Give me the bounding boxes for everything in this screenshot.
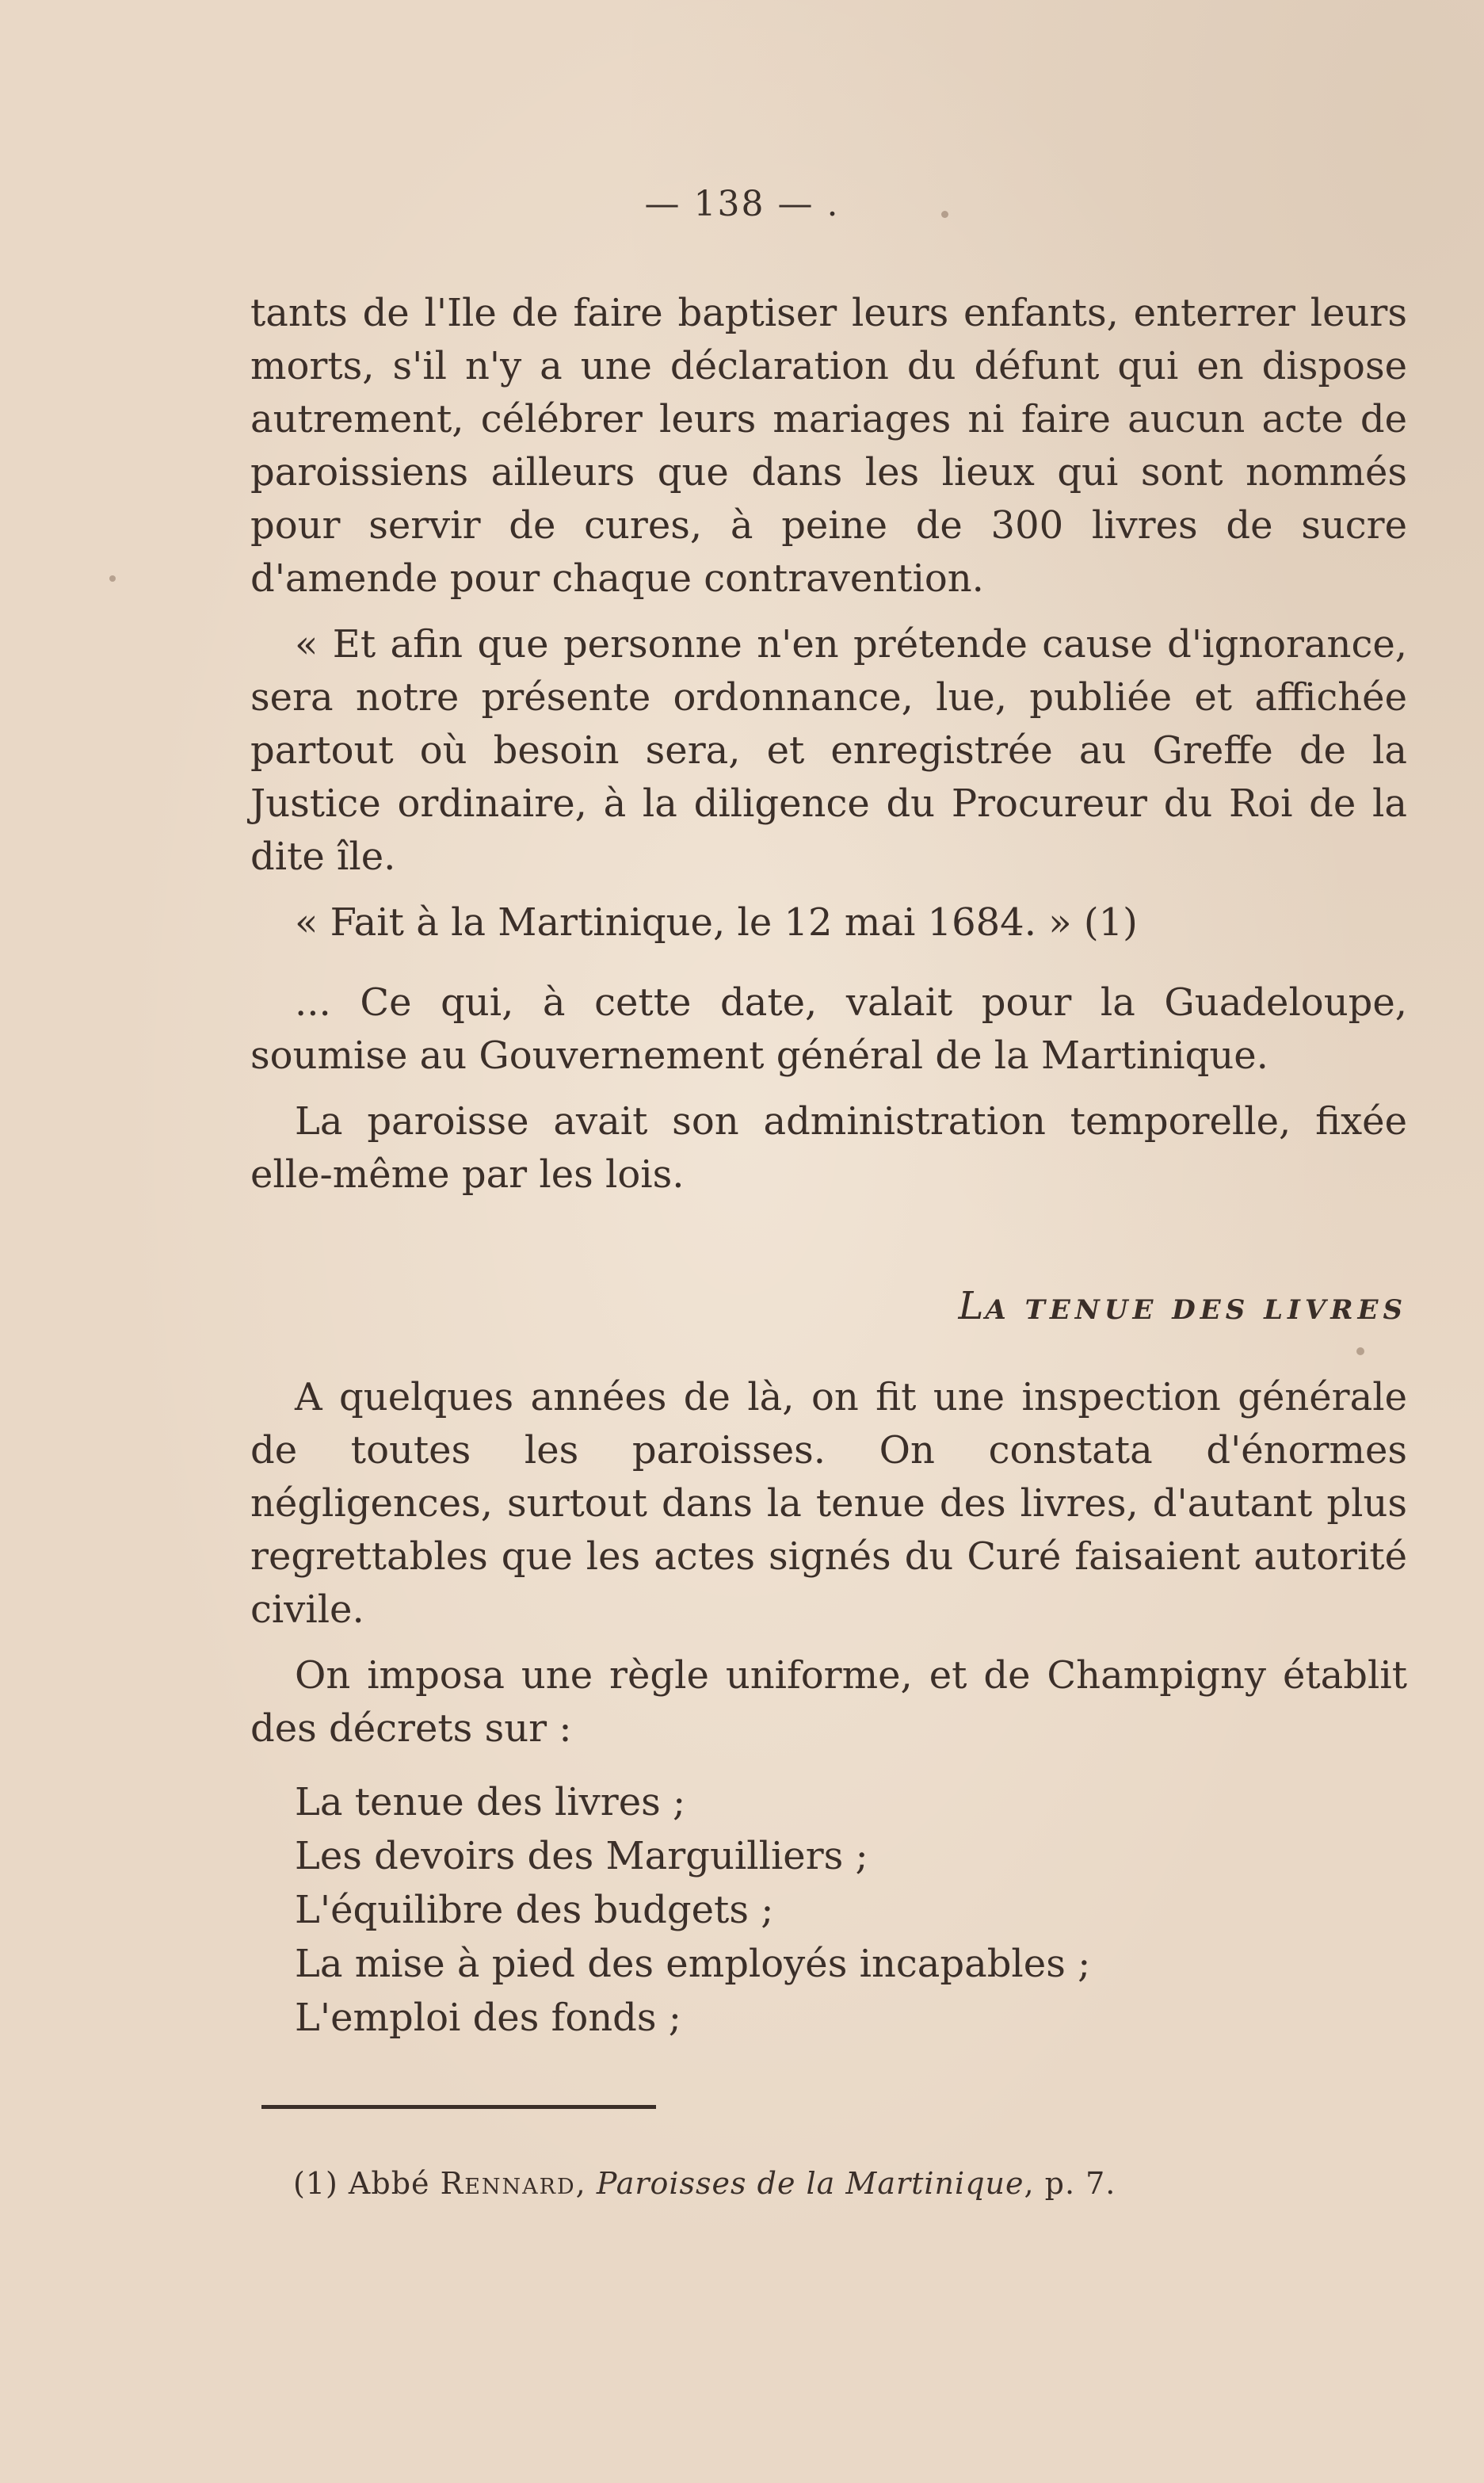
section-heading xyxy=(250,1284,1407,1328)
paragraph-5: La paroisse avait son administration temporelle, fixée elle-même par les lois. xyxy=(250,1099,1407,1197)
section-heading-initial: L xyxy=(958,1284,986,1328)
section-heading-rest: A TENUE DES LIVRES xyxy=(985,1294,1407,1326)
footnote-marker: (1) xyxy=(293,2166,338,2201)
footnote-prefix: Abbé xyxy=(348,2166,430,2201)
list-item: L'emploi des fonds ; xyxy=(295,1996,681,2040)
paragraph-1: tants de l'Ile de faire baptiser leurs enfants, enterrer leurs morts, s'il n'y a une déclaration du défunt qui en dispose autrement, célébrer leurs mariages ni faire aucun acte de paroissiens ailleurs que dans les lieux qui sont nommés pour servir de cures, à peine de 300 livres de sucre d'amende pour chaque contravention. xyxy=(250,291,1407,601)
list-item: L'équilibre des budgets ; xyxy=(295,1888,774,1932)
paragraph-7: On imposa une règle uniforme, et de Champigny établit des décrets sur : xyxy=(250,1653,1407,1751)
page-number: — 138 — . xyxy=(644,184,840,224)
footnote-page: , p. 7. xyxy=(1024,2166,1116,2201)
main-text xyxy=(250,287,1407,1201)
paper-speck xyxy=(1356,1347,1364,1355)
footnote-author: Rennard xyxy=(440,2166,576,2201)
paragraph-3: « Fait à la Martinique, le 12 mai 1684. » (1) xyxy=(295,900,1138,945)
paragraph-4: ... Ce qui, à cette date, valait pour la Guadeloupe, soumise au Gouvernement général de la Martinique. xyxy=(250,980,1407,1078)
footnote-divider xyxy=(261,2105,656,2109)
section-text xyxy=(250,1371,1407,1755)
list-item: La tenue des livres ; xyxy=(295,1780,686,1824)
paper-speck xyxy=(941,211,948,218)
footnote xyxy=(293,2166,1387,2201)
list-item: La mise à pied des employés incapables ; xyxy=(295,1942,1091,1986)
paragraph-6: A quelques années de là, on fit une inspection générale de toutes les paroisses. On constata d'énormes négligences, surtout dans la tenue des livres, d'autant plus regrettables que les actes signés du Curé faisaient autorité civile. xyxy=(250,1375,1407,1632)
paragraph-2: « Et afin que personne n'en prétende cause d'ignorance, sera notre présente ordonnance, lue, publiée et affichée partout où besoin sera, et enregistrée au Greffe de la Justice ordinaire, à la diligence du Procureur du Roi de la dite île. xyxy=(250,622,1407,879)
footnote-separator: , xyxy=(575,2166,586,2201)
list-item: Les devoirs des Marguilliers ; xyxy=(295,1834,868,1878)
paper-speck xyxy=(109,575,116,582)
decree-list xyxy=(295,1775,1325,2045)
footnote-work: Paroisses de la Martinique xyxy=(596,2166,1024,2201)
